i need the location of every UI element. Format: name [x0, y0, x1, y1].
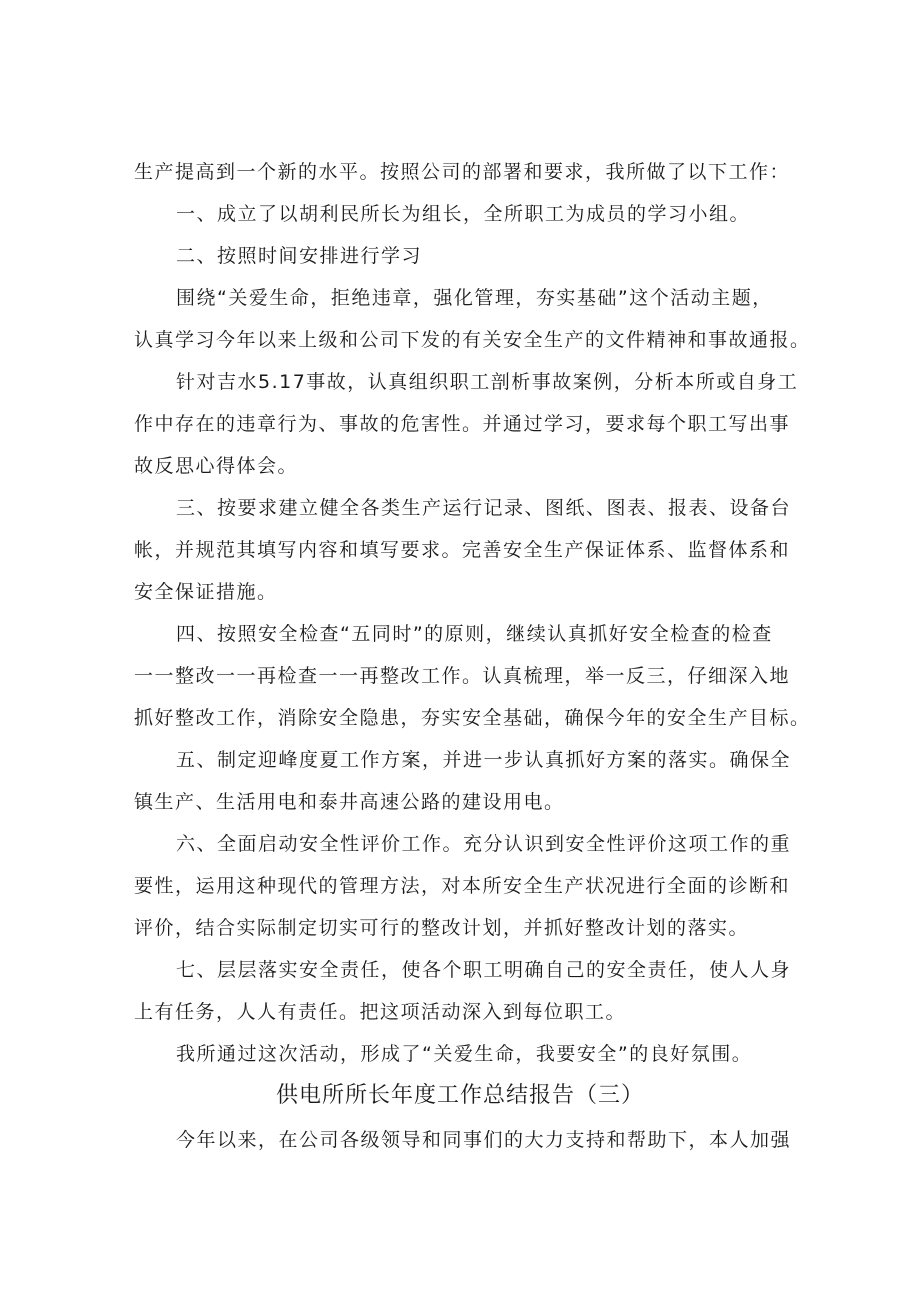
paragraph-line: 我所通过这次活动，形成了“关爱生命，我要安全”的良好氛围。	[176, 1043, 753, 1065]
paragraph-line: 五、制定迎峰度夏工作方案，并进一步认真抓好方案的落实。确保全	[176, 749, 792, 771]
paragraph-line: 故反思心得体会。	[134, 455, 299, 477]
paragraph-line: 六、全面启动安全性评价工作。充分认识到安全性评价这项工作的重	[176, 833, 792, 855]
paragraph-line: 七、层层落实安全责任，使各个职工明确自己的安全责任，使人人身	[176, 959, 792, 981]
paragraph-line: 今年以来，在公司各级领导和同事们的大力支持和帮助下，本人加强	[176, 1129, 792, 1151]
section-heading: 供电所所长年度工作总结报告（三）	[275, 1083, 644, 1108]
paragraph-line: 认真学习今年以来上级和公司下发的有关安全生产的文件精神和事故通报。	[134, 329, 811, 351]
paragraph-line: 二、按照时间安排进行学习	[176, 245, 423, 267]
paragraph-line: 镇生产、生活用电和泰井高速公路的建设用电。	[134, 791, 565, 813]
paragraph-line: 针对吉水5.17事故，认真组织职工剖析事故案例，分析本所或自身工	[176, 371, 799, 393]
paragraph-line: 三、按要求建立健全各类生产运行记录、图纸、图表、报表、设备台	[176, 497, 792, 519]
paragraph-line: 围绕“关爱生命，拒绝违章，强化管理，夯实基础”这个活动主题，	[176, 287, 773, 309]
paragraph-line: 四、按照安全检查“五同时”的原则，继续认真抓好安全检查的检查	[176, 623, 773, 645]
paragraph-line: 抓好整改工作，消除安全隐患，夯实安全基础，确保今年的安全生产目标。	[134, 707, 811, 729]
paragraph-line: 安全保证措施。	[134, 581, 278, 603]
paragraph-line: 上有任务，人人有责任。把这项活动深入到每位职工。	[134, 1001, 627, 1023]
paragraph-line: 要性，运用这种现代的管理方法，对本所安全生产状况进行全面的诊断和	[134, 875, 791, 897]
paragraph-line: 一一整改一一再检查一一再整改工作。认真梳理，举一反三，仔细深入地	[134, 665, 791, 687]
paragraph-line: 生产提高到一个新的水平。按照公司的部署和要求，我所做了以下工作：	[134, 161, 791, 183]
paragraph-line: 评价，结合实际制定切实可行的整改计划，并抓好整改计划的落实。	[134, 917, 750, 939]
paragraph-line: 一、成立了以胡利民所长为组长，全所职工为成员的学习小组。	[176, 203, 751, 225]
paragraph-line: 帐，并规范其填写内容和填写要求。完善安全生产保证体系、监督体系和	[134, 539, 791, 561]
paragraph-line: 作中存在的违章行为、事故的危害性。并通过学习，要求每个职工写出事	[134, 413, 791, 435]
